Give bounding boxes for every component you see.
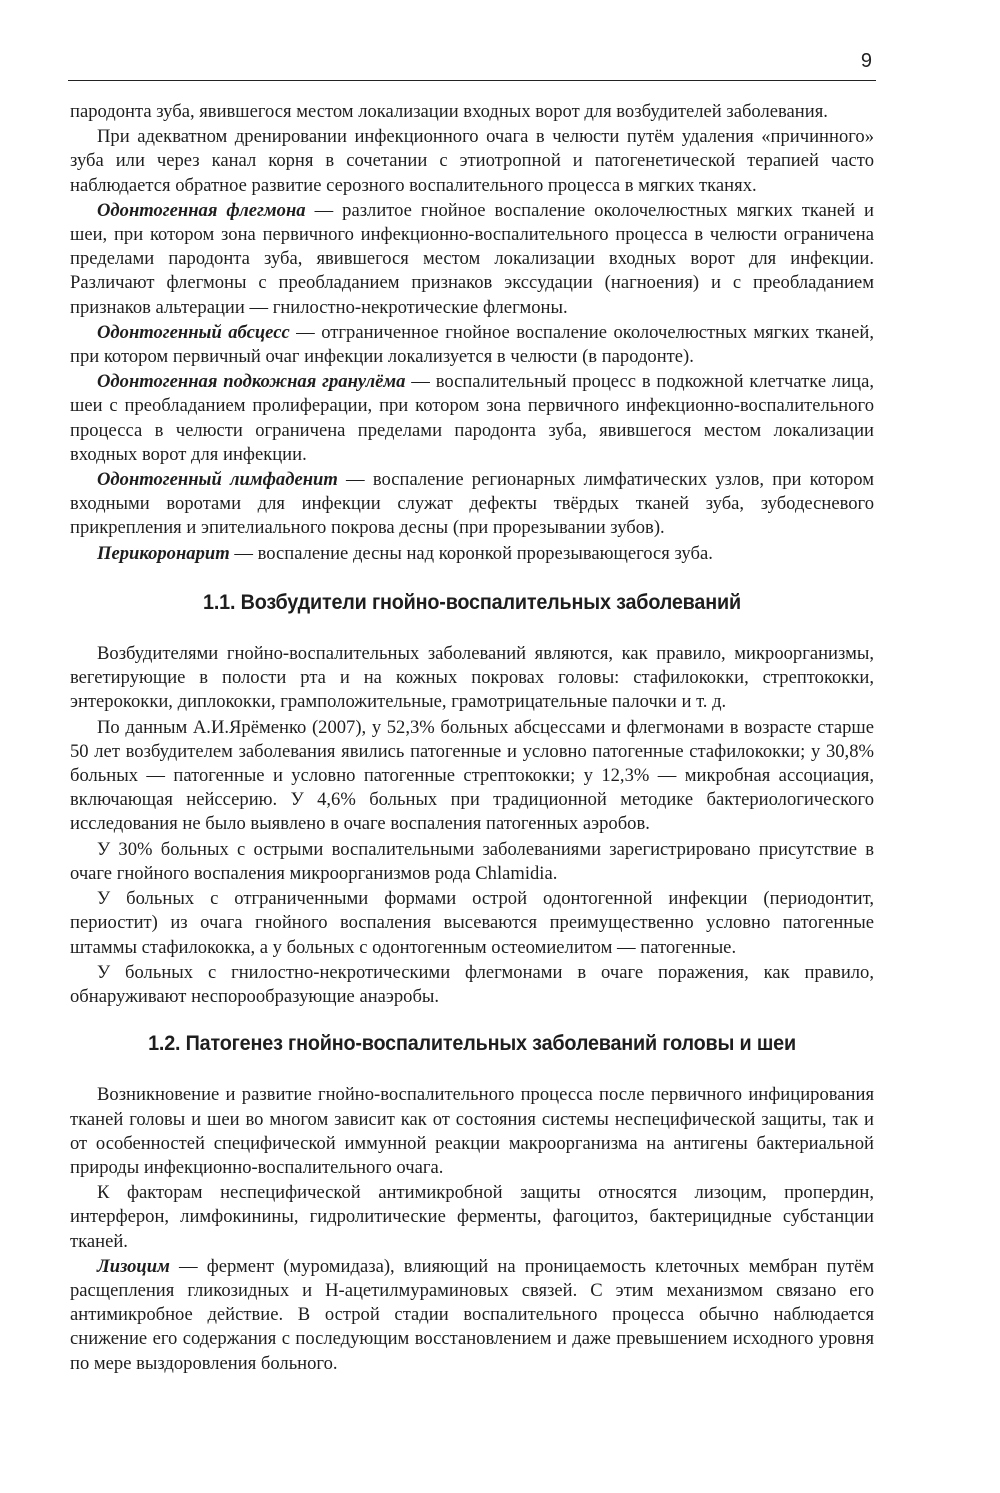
term-phlegmon: Одонтогенная флегмона (97, 199, 306, 221)
definition-text: — разлитое гнойное воспаление околочелюстных мягких тканей и шеи, при котором зона первичного инфекционно-воспалительного процесса в челюсти ограничена пределами пародонта зуба, явившегося местом локализации входных ворот для инфекции. Различают флегмоны с преобладанием признаков экссудации (нагноения) и с преобладанием признаков альтерации — гнилостно-некротические флегмоны. (70, 199, 875, 318)
term-lysozyme: Лизоцим (97, 1255, 170, 1277)
definition-granuloma (70, 370, 874, 467)
pathogenesis-paragraph-1: Возникновение и развитие гнойно-воспалительного процесса после первичного инфицирования тканей головы и шеи во многом зависит как от состояния системы неспецифической защиты, так и от особенностей специфической иммунной реакции макроорганизма на антигены бактериальной природы инфекционно-воспалительного очага. (70, 1084, 874, 1178)
definition-text: — воспаление регионарных лимфатических узлов, при котором входными воротами для инфекции служат дефекты твёрдых тканей зуба, зубодесневого прикрепления и эпителиального покрова десны (при прорезывании зубов). (70, 469, 874, 539)
page-number: 9 (860, 50, 872, 72)
definition-phlegmon (70, 199, 874, 320)
pathogens-paragraph-4: У больных с отграниченными формами острой одонтогенной инфекции (периодонтит, периостит) из очага гнойного воспаления высеваются преимущественно условно патогенные штаммы стафилококка, а у больных с одонтогенным остеомиелитом — патогенные. (70, 888, 874, 958)
section-heading-pathogens: 1.1. Возбудители гнойно-воспалительных заболеваний (203, 589, 741, 614)
definition-lysozyme (70, 1255, 874, 1376)
definition-lymphadenitis (70, 468, 874, 541)
definition-text: — воспалительный процесс в подкожной клетчатке лица, шеи с преобладанием пролиферации, при котором зона первичного инфекционно-воспалительного процесса в челюсти ограничена пределами пародонта зуба, явившегося местом локализации входных ворот для инфекции. (70, 371, 875, 465)
term-granuloma: Одонтогенная подкожная гранулёма (97, 371, 406, 393)
term-pericoronitis: Перикоронарит (97, 542, 230, 564)
pathogens-paragraph-1: Возбудителями гнойно-воспалительных заболеваний являются, как правило, микроорганизмы, вегетирующие в полости рта и на кожных покровах головы: стафилококки, стрептококки, энтерококки, диплококки, грамположительные, грамотрицательные палочки и т. д. (70, 643, 874, 713)
pathogens-paragraph-3: У 30% больных с острыми воспалительными заболеваниями зарегистрировано присутствие в очаге гнойного воспаления микроорганизмов рода Chlamidia. (70, 838, 874, 884)
section-heading-pathogenesis: 1.2. Патогенез гнойно-воспалительных заболеваний головы и шеи (148, 1031, 796, 1056)
intro-paragraph-1: пародонта зуба, явившегося местом локализации входных ворот для возбудителей заболевания. (70, 101, 828, 122)
term-lymphadenitis: Одонтогенный лимфаденит (97, 469, 338, 491)
header-rule (68, 80, 876, 81)
definition-pericoronitis (70, 542, 874, 566)
definition-abscess (70, 321, 874, 369)
intro-paragraph-2: При адекватном дренировании инфекционного очага в челюсти путём удаления «причинного» зуба или через канал корня в сочетании с этиотропной и патогенетической терапией часто наблюдается обратное развитие серозного воспалительного процесса в мягких тканях. (70, 126, 874, 196)
page-content (70, 100, 874, 1377)
pathogenesis-paragraph-2: К факторам неспецифической антимикробной защиты относятся лизоцим, пропердин, интерферон, лимфокинины, гидролитические ферменты, фагоцитоз, бактерицидные субстанции тканей. (70, 1182, 874, 1252)
pathogens-paragraph-2: По данным А.И.Ярёменко (2007), у 52,3% больных абсцессами и флегмонами в возрасте старше 50 лет возбудителем заболевания явились патогенные и условно патогенные стафилококки; у 30,8% больных — патогенные и условно патогенные стрептококки; у 12,3% — микробная ассоциация, включающая нейссерию. У 4,6% больных при традиционной методике бактериологического исследования не было выявлено в очаге воспаления патогенных аэробов. (70, 716, 874, 835)
definition-text: — воспаление десны над коронкой прорезывающегося зуба. (229, 542, 713, 564)
pathogens-paragraph-5: У больных с гнилостно-некротическими флегмонами в очаге поражения, как правило, обнаруживают неспорообразующие анаэробы. (70, 961, 874, 1007)
definition-text: — отграниченное гнойное воспаление околочелюстных мягких тканей, при котором первичный очаг инфекции локализуется в челюсти (в пародонте). (70, 321, 874, 368)
term-abscess: Одонтогенный абсцесс (97, 321, 290, 343)
definition-text: — фермент (муромидаза), влияющий на проницаемость клеточных мембран путём расщепления гликозидных и Н-ацетилмураминовых связей. С этим механизмом связано его антимикробное действие. В острой стадии воспалительного процесса обычно наблюдается снижение его содержания с последующим восстановлением и даже превышением исходного уровня по мере выздоровления больного. (70, 1255, 874, 1374)
